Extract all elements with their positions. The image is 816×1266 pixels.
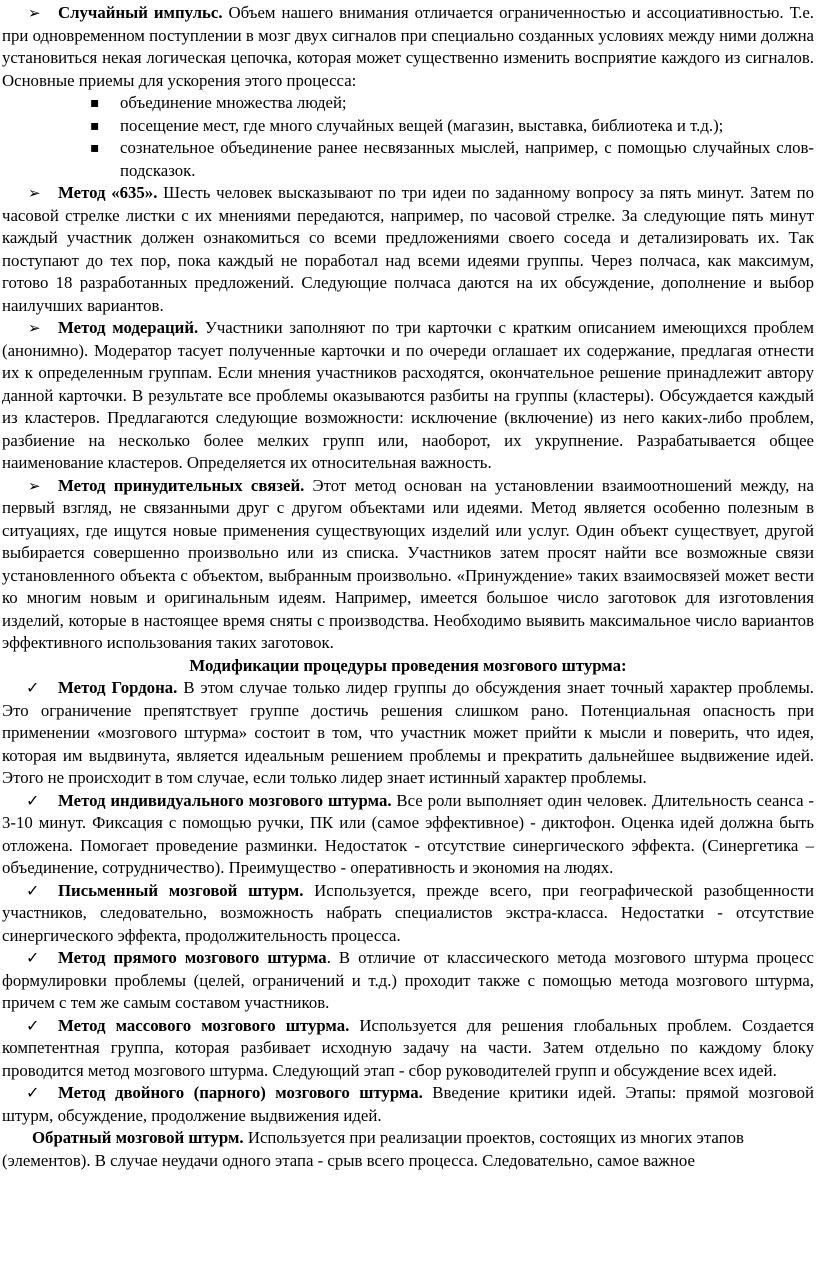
list-item: ▪ посещение мест, где много случайных вещей (магазин, выставка, библиотека и т.д.);: [120, 115, 814, 138]
paragraph-gordon: [2, 677, 814, 790]
paragraph-title: Метод индивидуального мозгового штурма.: [58, 790, 392, 810]
checkmark-icon: ✓: [26, 790, 40, 810]
paragraph-text: Объем нашего внимания отличается ограниченностью и ассоциативностью. Т.е. при одновременном поступлении в мозг двух сигналов при специально созданных условиях между ними должна установиться некая логическая цепочка, которая может существенно изменить восприятие каждого из сигналов. Основные приемы для ускорения этого процесса:: [2, 3, 814, 90]
paragraph-text: Этот метод основан на установлении взаимоотношений между, на первый взгляд, не связанными друг с другом объектами или идеями. Метод является особенно полезным в ситуациях, где ищутся новые применения существующих изделий или услуг. Один объект существует, другой выбирается совершенно произвольно или из списка. Участников затем просят найти все возможные связи установленного объекта с объектом, выбранным произвольно. «Принуждение» таких взаимосвязей может вести ко многим новым и оригинальным идеям. Например, имеется большое число заготовок для изготовления изделий, которые в настоящее время сняты с производства. Необходимо выявить максимальное число вариантов эффективного использования таких заготовок.: [2, 475, 814, 652]
bullet-list: [2, 92, 814, 182]
paragraph-title: Случайный импульс.: [58, 3, 223, 22]
paragraph-mass: [2, 1015, 814, 1083]
paragraph-title: Метод двойного (парного) мозгового штурма.: [58, 1083, 423, 1102]
paragraph-title: Метод массового мозгового штурма.: [58, 1015, 350, 1035]
arrow-bullet-icon: ➢: [28, 4, 41, 22]
paragraph-method-forced: [2, 475, 814, 655]
paragraph-individual: [2, 790, 814, 880]
paragraph-title: Метод принудительных связей.: [58, 475, 305, 495]
paragraph-text: Используется для решения глобальных проблем. Создается компетентная группа, которая разбивает исходную задачу на части. Затем отдельно по каждому блоку проводится метод мозгового штурма. Следующий этап - сбор руководителей групп и обсуждение всех идей.: [2, 1015, 814, 1080]
paragraph-double: [2, 1082, 814, 1127]
paragraph-text: Введение критики идей. Этапы: прямой мозговой штурм, обсуждение, продолжение выдвижения идей.: [2, 1083, 814, 1125]
paragraph-reverse: [2, 1127, 814, 1172]
list-item: ▪ сознательное объединение ранее несвязанных мыслей, например, с помощью случайных слов-подсказок.: [120, 137, 814, 182]
checkmark-icon: ✓: [26, 678, 40, 697]
paragraph-text: Участники заполняют по три карточки с кратким описанием имеющихся проблем (анонимно). Модератор тасует полученные карточки и по очереди оглашает их содержание, предлагая отнести их к определенным группам. Если мнения участников расходятся, окончательное решение принадлежит автору данной карточки. В результате все проблемы оказываются разбиты на группы (кластеры). Обсуждается каждый из кластеров. Предлагаются следующие возможности: исключение (включение) из него каких-либо проблем, разбиение на несколько более мелких групп или, наоборот, их укрупнение. Разрабатывается общее наименование кластеров. Определяется их относительная важность.: [2, 318, 814, 472]
paragraph-title: Письменный мозговой штурм.: [58, 880, 304, 900]
arrow-bullet-icon: ➢: [28, 184, 41, 202]
paragraph-direct: [2, 947, 814, 1015]
paragraph-title: Метод прямого мозгового штурма: [58, 948, 327, 967]
list-item: ▪ объединение множества людей;: [120, 92, 814, 115]
paragraph-title: Метод «635».: [58, 183, 158, 202]
arrow-bullet-icon: ➢: [28, 319, 41, 337]
paragraph-random-impulse: [2, 2, 814, 92]
paragraph-text: Используется при реализации проектов, состоящих из многих этапов (элементов). В случае неудачи одного этапа - срыв всего процесса. Следовательно, самое важное: [2, 1128, 744, 1170]
arrow-bullet-icon: ➢: [28, 476, 41, 495]
paragraph-written: [2, 880, 814, 948]
checkmark-icon: ✓: [26, 1083, 40, 1102]
paragraph-text: Все роли выполняет один человек. Длительность сеанса - 3-10 минут. Фиксация с помощью ручки, ПК или (самое эффективное) - диктофон. Оценка идей должна быть отложена. Помогает проведение разминки. Недостаток - отсутствие синергического эффекта. (Синергетика – объединение, сотрудничество). Преимущество - оперативность и экономия на людях.: [2, 790, 814, 877]
paragraph-text: . В отличие от классического метода мозгового штурма процесс формулировки проблемы (целей, ограничений и т.д.) проходит также с помощью метода мозгового штурма, причем с тем же самым составом участников.: [2, 948, 814, 1012]
checkmark-icon: ✓: [26, 948, 40, 967]
section-heading: Модификации процедуры проведения мозгового штурма:: [189, 655, 627, 675]
paragraph-text: Шесть человек высказывают по три идеи по заданному вопросу за пять минут. Затем по часовой стрелке листки с их мнениями передаются, например, по часовой стрелке. За следующие пять минут каждый участник должен ознакомиться со всеми предложениями своего соседа и детализировать их. Так поступают до тех пор, пока каждый не поработал над всеми идеями группы. Через полчаса, как максимум, готово 18 разработанных предложений. Следующие полчаса даются на их обсуждение, дополнение и выбор наилучших вариантов.: [2, 183, 815, 315]
paragraph-method-635: [2, 182, 814, 317]
checkmark-icon: ✓: [26, 1015, 40, 1035]
paragraph-title: Метод модераций.: [58, 318, 199, 337]
paragraph-method-moderation: [2, 317, 814, 475]
paragraph-title: Обратный мозговой штурм.: [32, 1128, 244, 1147]
paragraph-text: Используется, прежде всего, при географической разобщенности участников, следовательно, возможность набрать специалистов экстра-класса. Недостатки - отсутствие синергического эффекта, продолжительность процесса.: [2, 880, 814, 945]
paragraph-title: Метод Гордона.: [58, 678, 178, 697]
checkmark-icon: ✓: [26, 880, 40, 900]
paragraph-text: В этом случае только лидер группы до обсуждения знает точный характер проблемы. Это ограничение препятствует группе достичь решения слишком рано. Потенциальная опасность при применении «мозгового штурма» состоит в том, что участник может прийти к мысли и поверить, что идея, которая им выдвинута, является идеальным решением проблемы и прекратить дальнейшее выдвижение идей. Этого не происходит в том случае, если только лидер знает истинный характер проблемы.: [2, 678, 814, 787]
